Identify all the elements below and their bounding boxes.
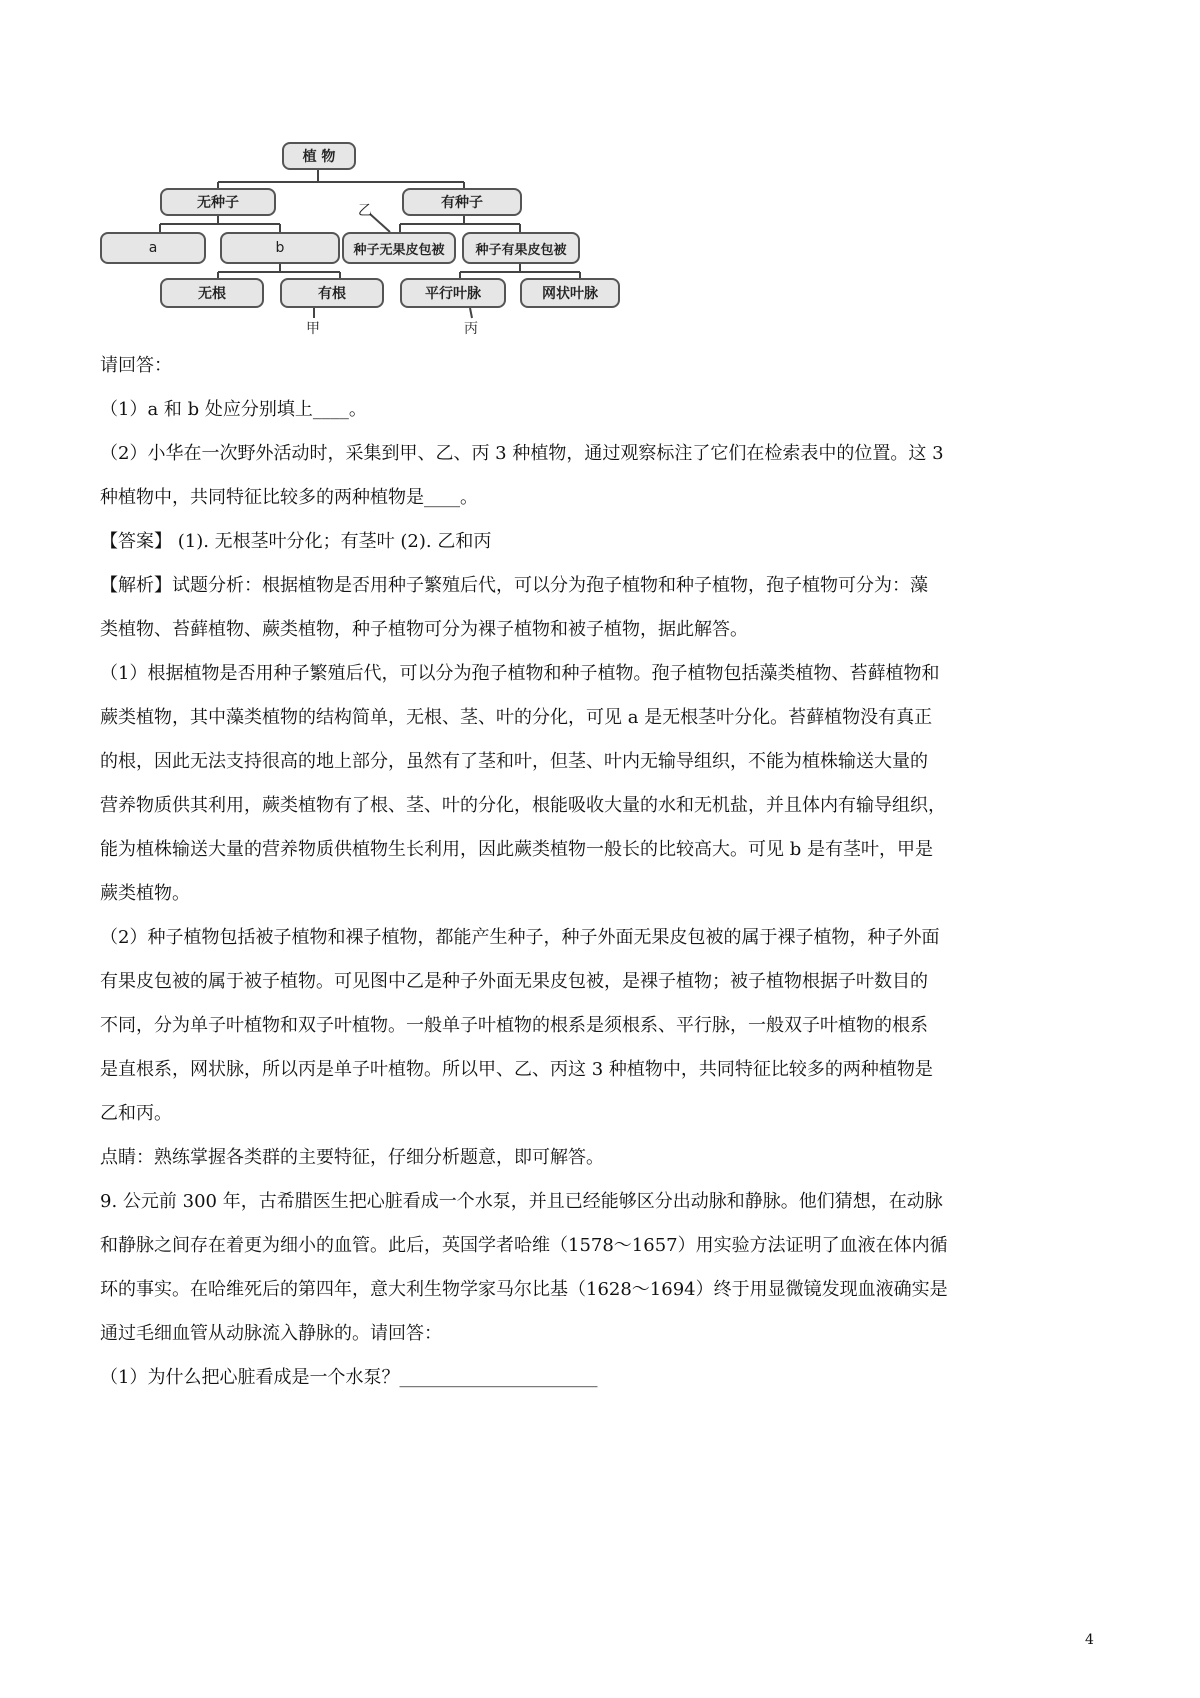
text-line: （1）a 和 b 处应分别填上____。 bbox=[100, 399, 367, 420]
label-yi: 乙 bbox=[358, 203, 372, 219]
text-line: 能为植株输送大量的营养物质供植物生长利用，因此蕨类植物一般长的比较高大。可见 b 是有茎叶，甲是 bbox=[100, 839, 933, 860]
node-a: a bbox=[100, 232, 206, 264]
text-line: 的根，因此无法支持很高的地上部分，虽然有了茎和叶，但茎、叶内无输导组织，不能为植株输送大量的 bbox=[100, 751, 928, 772]
label-jia: 甲 bbox=[306, 321, 320, 337]
label-bing: 丙 bbox=[464, 321, 478, 337]
answer-line: 【答案】 (1). 无根茎叶分化；有茎叶 (2). 乙和丙 bbox=[100, 531, 492, 552]
text-line: （2）小华在一次野外活动时，采集到甲、乙、丙 3 种植物，通过观察标注了它们在检索表中的位置。这 3 bbox=[100, 443, 944, 464]
node-seed-no-peel: 种子无果皮包被 bbox=[342, 232, 456, 264]
text-line: （1）为什么把心脏看成是一个水泵？______________________ bbox=[100, 1367, 598, 1388]
node-seed-peel: 种子有果皮包被 bbox=[462, 232, 580, 264]
text-line: （2）种子植物包括被子植物和裸子植物，都能产生种子，种子外面无果皮包被的属于裸子植物，种子外面 bbox=[100, 927, 940, 948]
text-line: 种植物中，共同特征比较多的两种植物是____。 bbox=[100, 487, 478, 508]
node-has-root: 有根 bbox=[280, 278, 384, 308]
node-plant-root: 植 物 bbox=[282, 142, 356, 170]
text-line: 不同，分为单子叶植物和双子叶植物。一般单子叶植物的根系是须根系、平行脉，一般双子叶植物的根系 bbox=[100, 1015, 928, 1036]
text-line: 点睛：熟练掌握各类群的主要特征，仔细分析题意，即可解答。 bbox=[100, 1147, 604, 1168]
node-no-root: 无根 bbox=[160, 278, 264, 308]
text-line: 和静脉之间存在着更为细小的血管。此后，英国学者哈维（1578～1657）用实验方法证明了血液在体内循 bbox=[100, 1235, 948, 1256]
text-line: 有果皮包被的属于被子植物。可见图中乙是种子外面无果皮包被，是裸子植物；被子植物根据子叶数目的 bbox=[100, 971, 928, 992]
node-has-seed: 有种子 bbox=[402, 188, 522, 216]
text-line: 乙和丙。 bbox=[100, 1103, 172, 1124]
plant-classification-diagram bbox=[100, 130, 630, 340]
text-line: 【解析】试题分析：根据植物是否用种子繁殖后代，可以分为孢子植物和种子植物，孢子植物可分为：藻 bbox=[100, 575, 928, 596]
text-line: 蕨类植物。 bbox=[100, 883, 190, 904]
text-line: 是直根系，网状脉，所以丙是单子叶植物。所以甲、乙、丙这 3 种植物中，共同特征比较多的两种植物是 bbox=[100, 1059, 933, 1080]
text-line: 环的事实。在哈维死后的第四年，意大利生物学家马尔比基（1628～1694）终于用显微镜发现血液确实是 bbox=[100, 1279, 948, 1300]
text-line: （1）根据植物是否用种子繁殖后代，可以分为孢子植物和种子植物。孢子植物包括藻类植物、苔藓植物和 bbox=[100, 663, 940, 684]
node-no-seed: 无种子 bbox=[160, 188, 276, 216]
text-line: 请回答： bbox=[100, 355, 172, 376]
node-parallel-vein: 平行叶脉 bbox=[400, 278, 506, 308]
text-line: 营养物质供其利用，蕨类植物有了根、茎、叶的分化，根能吸收大量的水和无机盐，并且体内有输导组织， bbox=[100, 795, 946, 816]
text-line: 类植物、苔藓植物、蕨类植物，种子植物可分为裸子植物和被子植物，据此解答。 bbox=[100, 619, 748, 640]
page-number: 4 bbox=[1085, 1632, 1094, 1648]
node-b: b bbox=[220, 232, 340, 264]
node-net-vein: 网状叶脉 bbox=[520, 278, 620, 308]
text-line: 通过毛细血管从动脉流入静脉的。请回答： bbox=[100, 1323, 442, 1344]
question-9-line: 9. 公元前 300 年，古希腊医生把心脏看成一个水泵，并且已经能够区分出动脉和静脉。他们猜想，在动脉 bbox=[100, 1191, 943, 1212]
text-line: 蕨类植物，其中藻类植物的结构简单，无根、茎、叶的分化，可见 a 是无根茎叶分化。苔藓植物没有真正 bbox=[100, 707, 933, 728]
